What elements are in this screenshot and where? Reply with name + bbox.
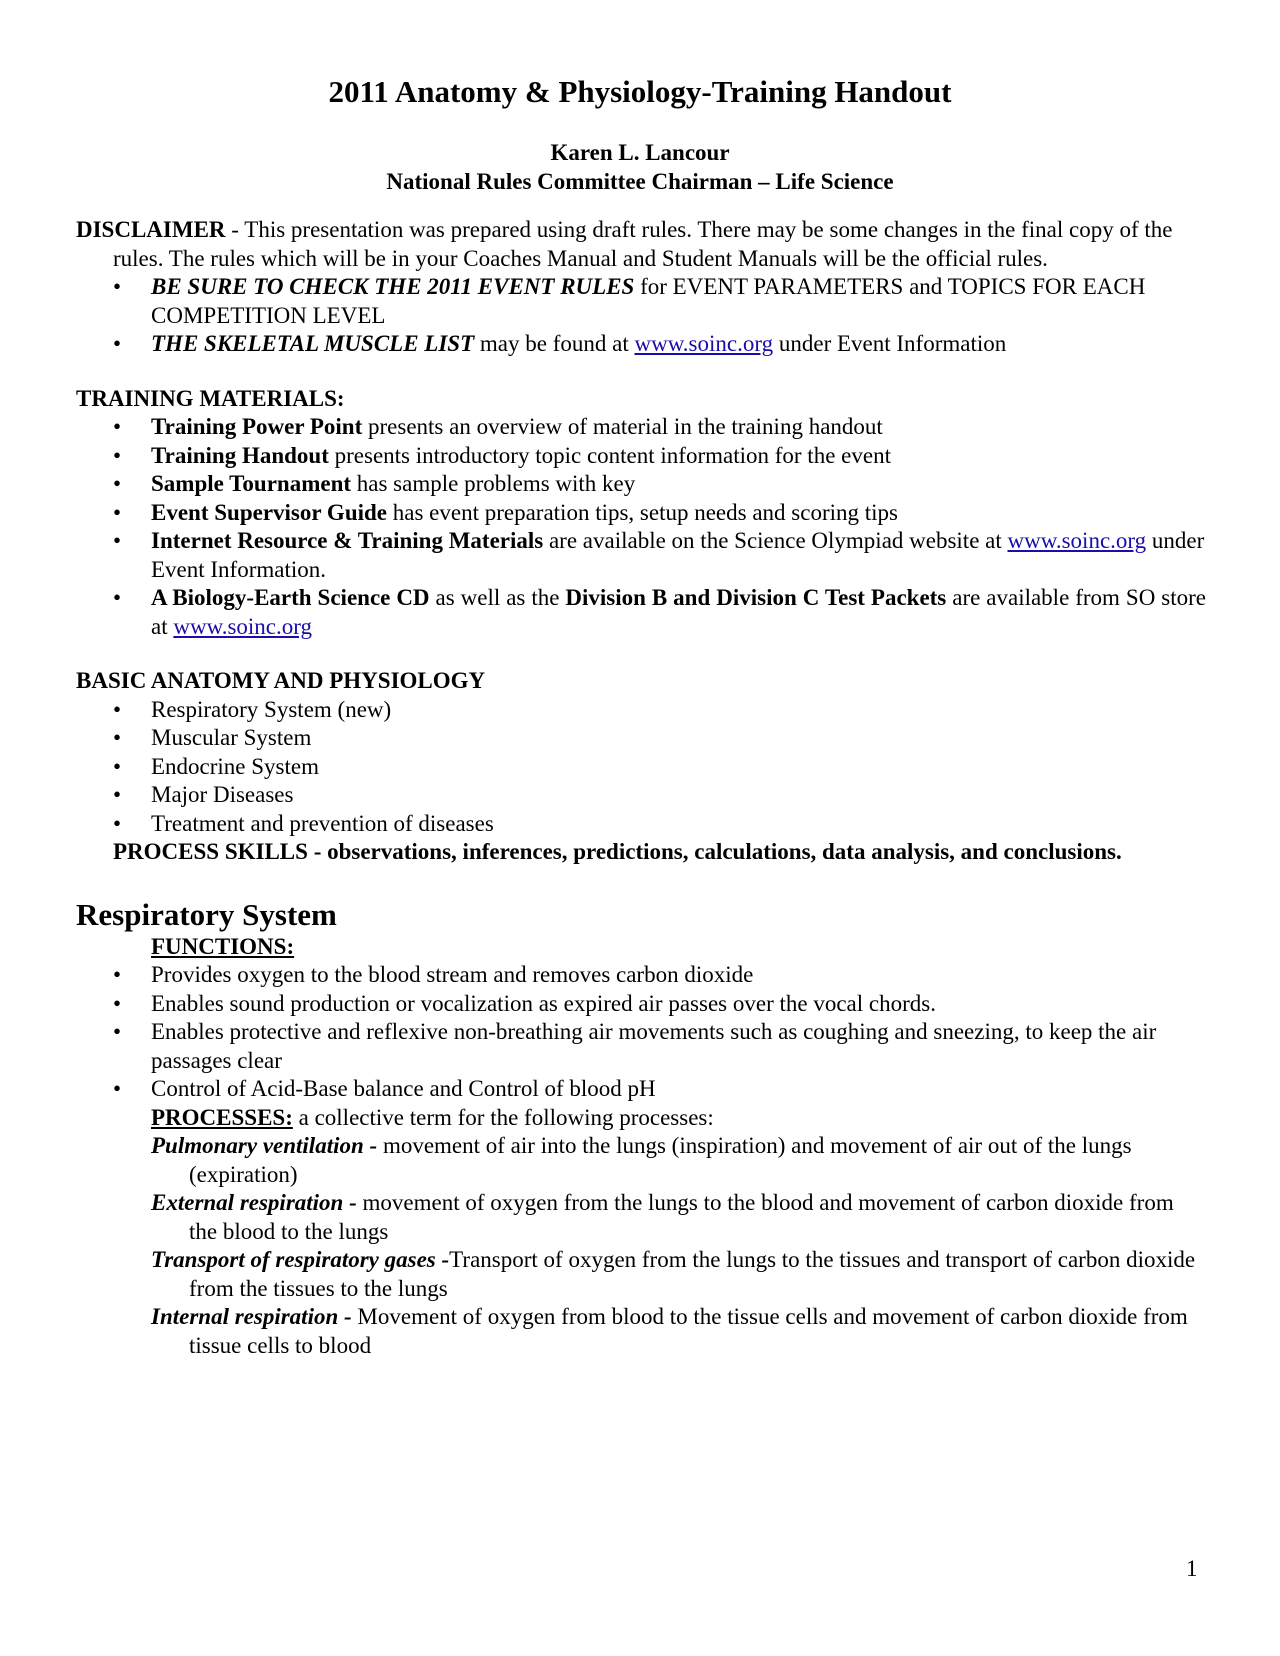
disclaimer-text: - This presentation was prepared using draft rules. There may be some changes in the final copy of the rules. The rules which will be in your Coaches Manual and Student Manuals will be the official rules. [113,217,1173,271]
process-skills: PROCESS SKILLS - observations, inferences, predictions, calculations, data analysis, and conclusions. [113,839,1122,864]
list-item: • Treatment and prevention of diseases [76,810,1206,839]
list-item: • BE SURE TO CHECK THE 2011 EVENT RULES for EVENT PARAMETERS and TOPICS FOR EACH COMPETITION LEVEL [76,273,1206,330]
basic-heading: BASIC ANATOMY AND PHYSIOLOGY [76,668,486,693]
list-item: • Training Handout presents introductory topic content information for the event [76,442,1206,471]
process-item: Internal respiration - Movement of oxygen from blood to the tissue cells and movement of carbon dioxide from tissue cells to blood [151,1304,1188,1358]
training-heading: TRAINING MATERIALS: [76,385,345,411]
soinc-link[interactable]: www.soinc.org [1007,528,1147,553]
list-item: • Internet Resource & Training Materials are available on the Science Olympiad website at www.soinc.org under Event Information. [76,527,1206,584]
process-term: Internal respiration - [151,1304,352,1329]
list-item: • Control of Acid-Base balance and Control of blood pH [76,1075,1206,1104]
disclaimer-label: DISCLAIMER [76,217,226,242]
disclaimer-list [76,273,1206,359]
document-body [76,216,1206,1360]
list-item: • Respiratory System (new) [76,696,1206,725]
section-heading: Respiratory System [76,896,337,932]
process-item: External respiration - movement of oxygen from the lungs to the blood and movement of carbon dioxide from the blood to the lungs [151,1190,1174,1244]
list-item: • Sample Tournament has sample problems with key [76,470,1206,499]
list-item: • Major Diseases [76,781,1206,810]
soinc-link[interactable]: www.soinc.org [634,331,774,356]
process-term: Pulmonary ventilation - [151,1133,378,1158]
list-item: • Provides oxygen to the blood stream and removes carbon dioxide [76,961,1206,990]
muscle-list-emphasis: THE SKELETAL MUSCLE LIST [151,331,475,356]
process-item: Transport of respiratory gases -Transport of oxygen from the lungs to the tissues and transport of carbon dioxide from the tissues to the lungs [151,1247,1196,1301]
author-name: Karen L. Lancour [550,140,730,165]
process-term: Transport of respiratory gases - [151,1247,450,1272]
processes-heading: PROCESSES: [151,1104,293,1130]
list-item: • THE SKELETAL MUSCLE LIST may be found at www.soinc.org under Event Information [76,330,1206,359]
page-number: 1 [1186,1556,1198,1581]
list-item: • Event Supervisor Guide has event preparation tips, setup needs and scoring tips [76,499,1206,528]
rules-emphasis: BE SURE TO CHECK THE 2011 EVENT RULES [151,274,635,299]
process-item: Pulmonary ventilation - movement of air into the lungs (inspiration) and movement of air out of the lungs (expiration) [151,1133,1132,1187]
list-item: • Enables sound production or vocalization as expired air passes over the vocal chords. [76,990,1206,1019]
list-item: • A Biology-Earth Science CD as well as the Division B and Division C Test Packets are available from SO store at www.soinc.org [76,584,1206,641]
basic-list [76,696,1206,839]
soinc-link[interactable]: www.soinc.org [173,613,312,639]
list-item: • Training Power Point presents an overview of material in the training handout [76,413,1206,442]
author-role: National Rules Committee Chairman – Life Science [386,169,894,194]
functions-list [76,961,1206,1104]
processes-intro: PROCESSES: a collective term for the following processes: [151,1104,714,1130]
training-list [76,413,1206,641]
disclaimer-paragraph [76,216,1206,273]
list-item: • Muscular System [76,724,1206,753]
list-item: • Endocrine System [76,753,1206,782]
list-item: • Enables protective and reflexive non-breathing air movements such as coughing and sneezing, to keep the air passages clear [76,1018,1206,1075]
process-term: External respiration - [151,1190,357,1215]
functions-heading: FUNCTIONS: [151,933,295,959]
document-title: 2011 Anatomy & Physiology-Training Handout [328,74,952,109]
